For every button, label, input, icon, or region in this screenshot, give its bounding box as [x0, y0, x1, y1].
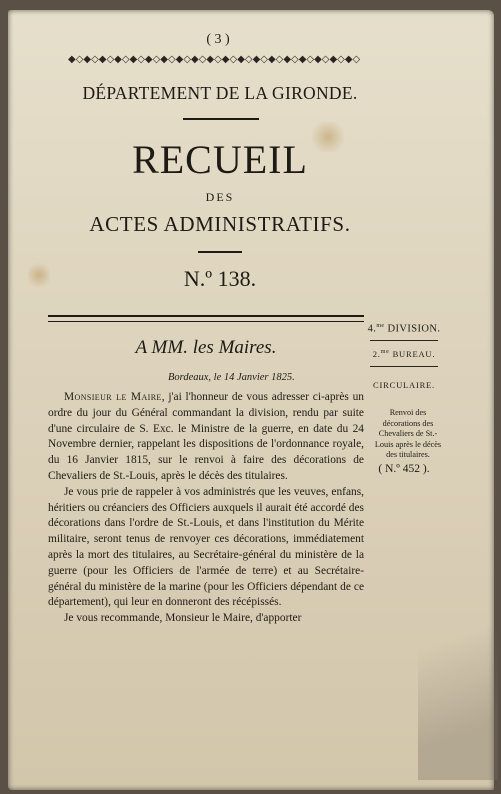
publication-subtitle: ACTES ADMINISTRATIFS.	[89, 212, 351, 236]
issue-number: N.º 138.	[183, 266, 257, 291]
reference-number: ( N.º 452 ).	[378, 463, 430, 475]
letter-dateline: Bordeaux, le 14 Janvier 1825.	[168, 372, 295, 383]
paragraph: Monsieur le Maire, j'ai l'honneur de vous adresser ci-après un ordre du jour du Général commandant la division, rendu par suite d'une circulaire de S. Exc. le Ministre de la guerre, en date du 24 Novembre dernier, rappelant les dispositions de l'ordonnance royale, du 16 Janvier 1815, sur le renvoi à faire des décorations de Chevaliers de St.-Louis, après le décès des titulaires.	[48, 391, 364, 482]
paragraph: Je vous recommande, Monsieur le Maire, d'apporter	[64, 612, 302, 625]
paragraph: Je vous prie de rappeler à vos administrés que les veuves, enfans, héritiers ou créanciers des Officiers auxquels il aurait été accordé des décorations dans l'ordre de St.-Louis, et dans l'institution du Mérite militaire, seront tenus de renvoyer ces décorations, immédiatement après la mort des titulaires, au Secrétaire-général du ministère de la guerre (pour les Officiers de l'armée de terre) et au Secrétaire-général du ministère de la marine (pour les Officiers dépendant de ce département), qui leur en donneront des récépissés.	[48, 485, 364, 609]
circular-label: CIRCULAIRE.	[373, 380, 435, 390]
sidebar-rule	[370, 340, 438, 341]
letter-address: A MM. les Maires.	[135, 337, 277, 358]
page-number: ( 3 )	[206, 32, 230, 47]
page-wear-shadow	[418, 610, 498, 780]
salutation: Monsieur le Maire	[64, 391, 162, 403]
letter-body	[48, 390, 364, 627]
title-connector: DES	[205, 190, 235, 204]
sidebar-rule	[370, 366, 438, 367]
subtitle-rule	[198, 251, 242, 253]
margin-summary: Renvoi des décorations des Chevaliers de St.-Louis après le décès des titulaires.	[374, 408, 442, 459]
title-rule	[183, 118, 259, 120]
division-label: 4.$^{me}$ DIVISION.	[367, 323, 441, 335]
department-heading: DÉPARTEMENT DE LA GIRONDE.	[82, 83, 358, 103]
ornamental-border: ◆◇◆◇◆◇◆◇◆◇◆◇◆◇◆◇◆◇◆◇◆◇◆◇◆◇◆◇◆◇◆◇◆◇◆◇◆◇	[68, 54, 360, 65]
publication-title: RECUEIL	[132, 137, 308, 182]
document-page	[8, 10, 494, 790]
bureau-label: 2.$^{me}$ BUREAU.	[372, 349, 436, 359]
double-rule	[48, 315, 364, 322]
